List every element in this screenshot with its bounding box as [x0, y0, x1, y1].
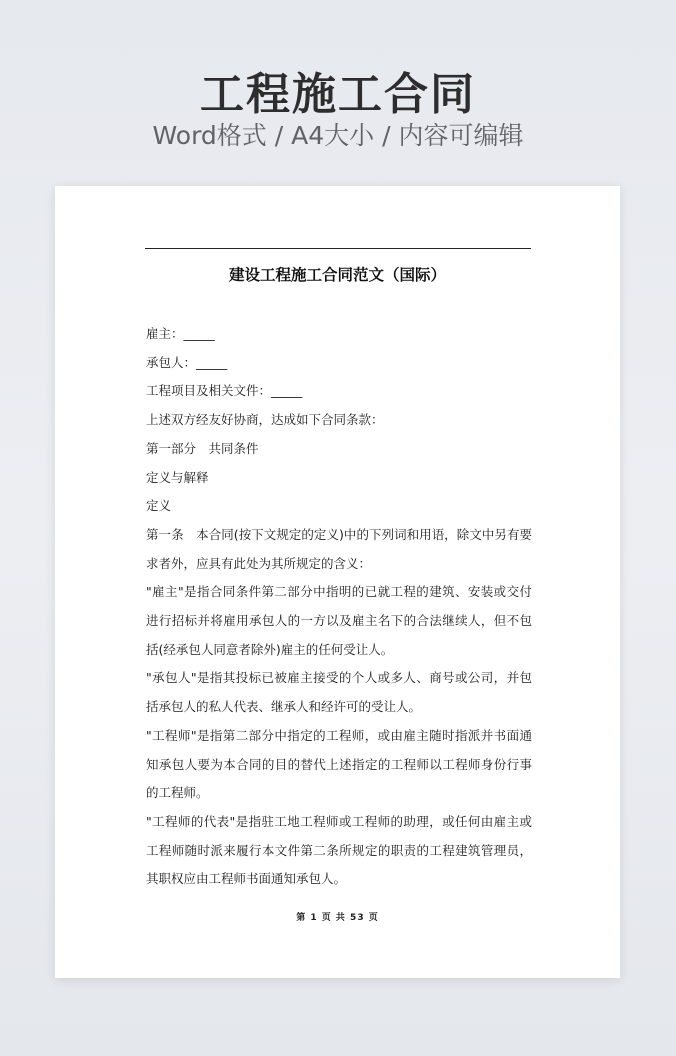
project-docs-line: 工程项目及相关文件：_____ — [146, 383, 303, 399]
header-rule — [145, 248, 531, 249]
clause-paragraph: "工程师的代表"是指驻工地工程师或工程师的助理，或任何由雇主或工程师随时派来履行本文件第二条所规定的职责的工程建筑管理员，其职权应由工程师书面通知承包人。 — [146, 813, 532, 887]
page-number-footer: 第 1 页 共 53 页 — [296, 913, 379, 923]
subsection-heading: 定义 — [146, 498, 172, 514]
agreement-intro: 上述双方经友好协商，达成如下合同条款： — [146, 412, 384, 428]
part-heading: 第一部分 共同条件 — [146, 440, 259, 456]
clause-paragraph: "承包人"是指其投标已被雇主接受的个人或多人、商号或公司，并包括承包人的私人代表、继承人和经许可的受让人。 — [146, 670, 532, 715]
employer-line: 雇主：_____ — [146, 326, 215, 341]
section-heading: 定义与解释 — [146, 469, 209, 485]
clause-paragraph: "工程师"是指第二部分中指定的工程师，或由雇主随时指派并书面通知承包人要为本合同的目的替代上述指定的工程师以工程师身份行事的工程师。 — [146, 727, 532, 801]
contractor-line: 承包人：_____ — [146, 354, 228, 370]
clause-paragraph: 第一条 本合同(按下文规定的定义)中的下列词和用语，除文中另有要求者外，应具有此处为其所规定的含义： — [146, 526, 532, 571]
banner-title: 工程施工合同 — [200, 69, 476, 120]
document-body — [146, 320, 532, 894]
clause-paragraph: "雇主"是指合同条件第二部分中指明的已就工程的建筑、安装或交付进行招标并将雇用承包人的一方以及雇主名下的合法继续人，但不包括(经承包人同意者除外)雇主的任何受让人。 — [146, 584, 532, 657]
document-title: 建设工程施工合同范文（国际） — [228, 266, 446, 284]
banner-subtitle: Word格式 / A4大小 / 内容可编辑 — [152, 121, 524, 150]
document-page — [55, 186, 620, 978]
